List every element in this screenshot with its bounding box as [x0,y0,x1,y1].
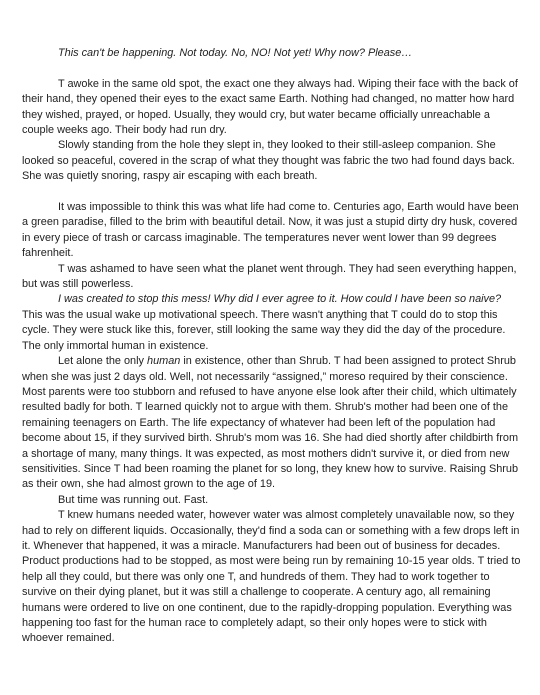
paragraph-7: But time was running out. Fast. [58,493,209,506]
paragraph-1: T awoke in the same old spot, the exact one they always had. Wiping their face with the back of their hand, they opened their eyes to the exact same Earth. Nothing had changed, no matter how hard they wished, prayed, or hoped. Usually, they would cry, but water became officially unreachable a couple weeks ago. Their body had run dry. [22,77,518,137]
paragraph-6-lead: Let alone the only [58,355,148,368]
paragraph-6 [22,354,522,493]
paragraph-6-text: in existence, other than Shrub. T had been assigned to protect Shrub when she was just 2 days old. Well, not necessarily “assigned,” moreso required by their conscience. Most parents were too stubborn and refused to have anyone else look after their child, which ultimately resulted badly for both. T learned quickly not to argue with them. Shrub's mother had been one of the remaining teenagers on Earth. The life expectancy of whatever had been left of the population had become about 15, if they survived birth. Shrub's mom was 16. She had died shortly after childbirth from a shortage of many, many things. It was expected, as most mothers didn't survive it, or died from new sensitivities. Since T had been roaming the planet for so long, they knew how to survive. Raising Shrub as their own, she had almost grown to the age of 19. [22,355,519,491]
paragraph-5-text: This was the usual wake up motivational speech. There wasn't anything that T could do to stop this cycle. They were stuck like this, forever, still looking the same way they did the day of the procedure. The only immortal human in existence. [22,308,506,352]
emphasis-human: human [147,355,181,368]
opening-line: This can't be happening. Not today. No, NO! Not yet! Why now? Please… [58,47,413,59]
paragraph-3: It was impossible to think this was what life had come to. Centuries ago, Earth would have been a green paradise, filled to the brim with beautiful detail. Now, it was just a stupid dirty dry husk, covered in every piece of trash or carcass imaginable. The temperatures never went lower than 99 degrees fahrenheit. [22,201,519,260]
paragraph-2: Slowly standing from the hole they slept in, they looked to their still-asleep companion. She looked so peaceful, covered in the scrap of what they thought was fabric the two had found days back. She was quietly snoring, raspy air escaping with each breath. [22,139,515,183]
paragraph-5 [22,292,522,354]
inner-thought: I was created to stop this mess! Why did I ever agree to it. How could I have been so naive? [58,293,502,306]
paragraph-8: T knew humans needed water, however water was almost completely unavailable now, so they had to rely on different liquids. Occasionally, they'd find a soda can or something with a few drops left in it. Whenever that happened, it was a miracle. Manufacturers had been out of business for decades. Product productions had to be stopped, as most were being run by remaining 10-15 year olds. T tried to help all they could, but there was only one T, and hundreds of them. They had to work together to survive on their dying planet, but it was still a challenge to cooperate. A century ago, all remaining humans were ordered to live on one continent, due to the rapidly-dropping population. Everything was happening too fast for the human race to completely adapt, so their only hopes were to stick with whoever remained. [22,509,521,645]
paragraph-4: T was ashamed to have seen what the planet went through. They had seen everything happen, but was still powerless. [22,262,517,291]
